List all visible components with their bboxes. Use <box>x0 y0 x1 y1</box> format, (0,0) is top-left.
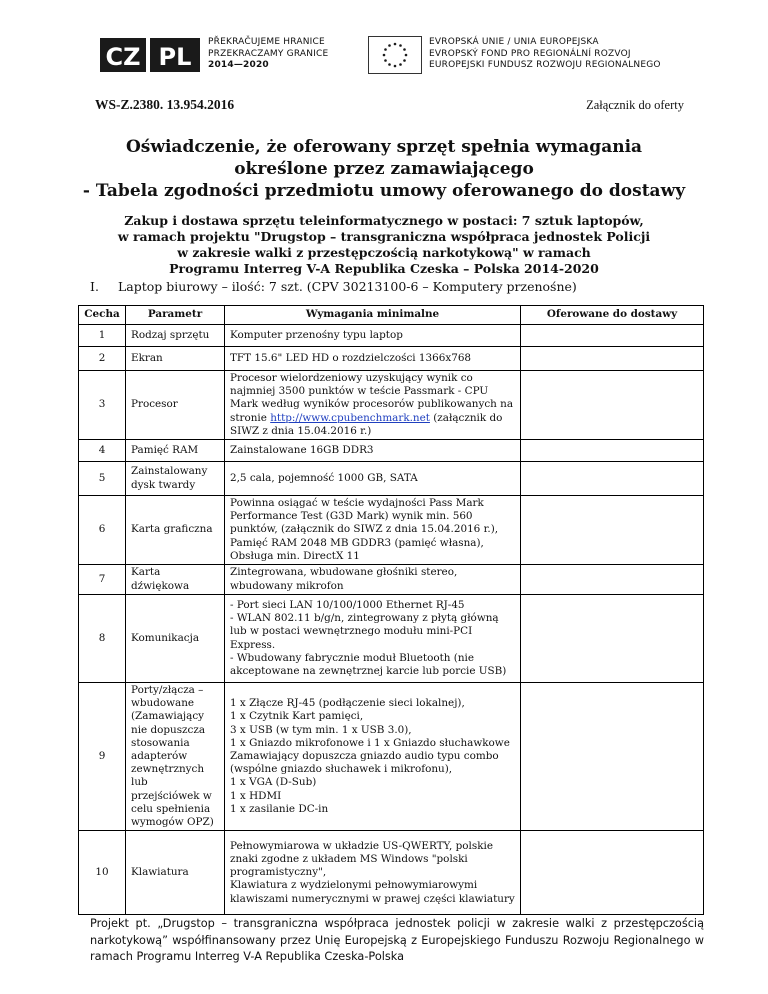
row-offered-cell[interactable] <box>521 565 704 595</box>
row-requirement: 1 x Złącze RJ-45 (podłączenie sieci lokalnej), 1 x Czytnik Kart pamięci, 3 x USB (w tym min. 1 x USB 3.0), 1 x Gniazdo mikrofonowe i 1 x Gniazdo słuchawkowe Zamawiający dopuszcza gniazdo audio typu combo (wspólne gniazdo słuchawek i mikrofonu), 1 x VGA (D-Sub) 1 x HDMI 1 x zasilanie DC-in <box>225 683 521 831</box>
row-offered-cell[interactable] <box>521 347 704 371</box>
section-heading <box>90 279 577 295</box>
row-offered-cell[interactable] <box>521 831 704 915</box>
header-parametr: Parametr <box>126 306 225 325</box>
row-number: 5 <box>79 462 126 496</box>
row-offered-cell[interactable] <box>521 595 704 683</box>
row-number: 10 <box>79 831 126 915</box>
table-row <box>79 831 704 915</box>
row-parameter: Klawiatura <box>126 831 225 915</box>
row-requirement: Procesor wielordzeniowy uzyskujący wynik co najmniej 3500 punktów w teście Passmark - CPU Mark według wyników procesorów publikowanych na stronie http://www.cpubenchmark.net (załącznik do SIWZ z dnia 15.04.2016 r.) <box>225 371 521 440</box>
cz-logo-text: CZ <box>105 43 141 71</box>
row-requirement: Zainstalowane 16GB DDR3 <box>225 440 521 462</box>
eu-star-icon <box>384 59 387 62</box>
row-requirement: - Port sieci LAN 10/100/1000 Ethernet RJ-45 - WLAN 802.11 b/g/n, zintegrowany z płytą główną lub w postaci wewnętrznego modułu mini-PCI Express. - Wbudowany fabrycznie moduł Bluetooth (nie akceptowane na zewnętrznej karcie lub porcie USB) <box>225 595 521 683</box>
document-subtitle: Zakup i dostawa sprzętu teleinformatycznego w postaci: 7 sztuk laptopów, w ramach projektu "Drugstop – transgraniczna współpraca jednostek Policji w zakresie walki z przestępczością narkotykową" w ramach Programu Interreg V-A Republika Czeska – Polska 2014-2020 <box>117 213 651 276</box>
row-parameter: Ekran <box>126 347 225 371</box>
row-number: 4 <box>79 440 126 462</box>
row-requirement: Zintegrowana, wbudowane głośniki stereo, wbudowany mikrofon <box>225 565 521 595</box>
table-row <box>79 325 704 347</box>
table-row <box>79 595 704 683</box>
row-number: 3 <box>79 371 126 440</box>
eu-star-icon <box>394 65 397 68</box>
cz-pl-logo <box>100 34 200 76</box>
row-parameter: Procesor <box>126 371 225 440</box>
cpubenchmark-link[interactable]: http://www.cpubenchmark.net <box>270 411 430 424</box>
attachment-label: Załącznik do oferty <box>586 98 684 112</box>
eu-star-icon <box>383 54 386 57</box>
table-row <box>79 565 704 595</box>
table-row <box>79 440 704 462</box>
eu-star-icon <box>388 44 391 47</box>
row-number: 7 <box>79 565 126 595</box>
eu-star-icon <box>399 44 402 47</box>
eu-star-icon <box>394 43 397 46</box>
table-header-row <box>79 306 704 325</box>
table-row <box>79 496 704 565</box>
reference-number: WS-Z.2380. 13.954.2016 <box>95 97 235 112</box>
eu-star-icon <box>403 59 406 62</box>
row-number: 1 <box>79 325 126 347</box>
eu-logo-caption: EVROPSKÁ UNIE / UNIA EUROPEJSKA EVROPSKÝ FOND PRO REGIONÁLNÍ ROZVOJ EUROPEJSKI FUNDUSZ ROZWOJU REGIONALNEGO <box>429 37 661 70</box>
row-requirement: Powinna osiągać w teście wydajności Pass Mark Performance Test (G3D Mark) wynik min. 560 punktów, (załącznik do SIWZ z dnia 15.04.2016 r.), Pamięć RAM 2048 MB GDDR3 (pamięć własna), Obsługa min. DirectX 11 <box>225 496 521 565</box>
row-number: 2 <box>79 347 126 371</box>
row-parameter: Porty/złącza – wbudowane (Zamawiający nie dopuszcza stosowania adapterów zewnętrznych lub przejściówek w celu spełnienia wymogów OPZ) <box>126 683 225 831</box>
table-row <box>79 347 704 371</box>
row-requirement: 2,5 cala, pojemność 1000 GB, SATA <box>225 462 521 496</box>
row-offered-cell[interactable] <box>521 683 704 831</box>
row-parameter: Rodzaj sprzętu <box>126 325 225 347</box>
compliance-table <box>78 305 704 915</box>
section-text: Laptop biurowy – ilość: 7 szt. (CPV 30213100-6 – Komputery przenośne) <box>118 279 577 294</box>
row-offered-cell[interactable] <box>521 462 704 496</box>
table-row <box>79 371 704 440</box>
row-offered-cell[interactable] <box>521 496 704 565</box>
section-number: I. <box>90 279 99 294</box>
row-number: 6 <box>79 496 126 565</box>
row-parameter: Karta graficzna <box>126 496 225 565</box>
eu-star-icon <box>405 54 408 57</box>
document-title: Oświadczenie, że oferowany sprzęt spełnia wymagania określone przez zamawiającego - Tabela zgodności przedmiotu umowy oferowanego do dostawy <box>82 137 686 201</box>
row-requirement: Pełnowymiarowa w układzie US-QWERTY, polskie znaki zgodne z układem MS Windows "polski programistyczny", Klawiatura z wydzielonymi pełnowymiarowymi klawiszami numerycznymi w prawej części klawiatury <box>225 831 521 915</box>
table-row <box>79 683 704 831</box>
cz-pl-logo-caption: PŘEKRAČUJEME HRANICE PRZEKRACZAMY GRANICE 2014—2020 <box>208 37 329 70</box>
header-cecha: Cecha <box>79 306 126 325</box>
header-logos <box>100 32 700 82</box>
pl-logo-text: PL <box>158 43 192 71</box>
header-oferowane: Oferowane do dostawy <box>521 306 704 325</box>
row-offered-cell[interactable] <box>521 440 704 462</box>
table-row <box>79 462 704 496</box>
row-requirement: TFT 15.6" LED HD o rozdzielczości 1366x768 <box>225 347 521 371</box>
header-wymagania: Wymagania minimalne <box>225 306 521 325</box>
row-parameter: Komunikacja <box>126 595 225 683</box>
row-parameter: Pamięć RAM <box>126 440 225 462</box>
eu-star-icon <box>399 63 402 66</box>
row-parameter: Zainstalowany dysk twardy <box>126 462 225 496</box>
eu-star-icon <box>403 48 406 51</box>
row-requirement: Komputer przenośny typu laptop <box>225 325 521 347</box>
footer-text: Projekt pt. „Drugstop – transgraniczna współpraca jednostek policji w zakresie walki z przestępczością narkotykową” współfinansowany przez Unię Europejską z Europejskiego Funduszu Rozwoju Regionalnego w ramach Programu Interreg V-A Republika Czeska-Polska <box>90 917 704 963</box>
eu-star-icon <box>388 63 391 66</box>
eu-flag-icon <box>368 36 422 74</box>
row-offered-cell[interactable] <box>521 325 704 347</box>
row-offered-cell[interactable] <box>521 371 704 440</box>
row-number: 9 <box>79 683 126 831</box>
row-number: 8 <box>79 595 126 683</box>
eu-star-icon <box>384 48 387 51</box>
row-parameter: Karta dźwiękowa <box>126 565 225 595</box>
